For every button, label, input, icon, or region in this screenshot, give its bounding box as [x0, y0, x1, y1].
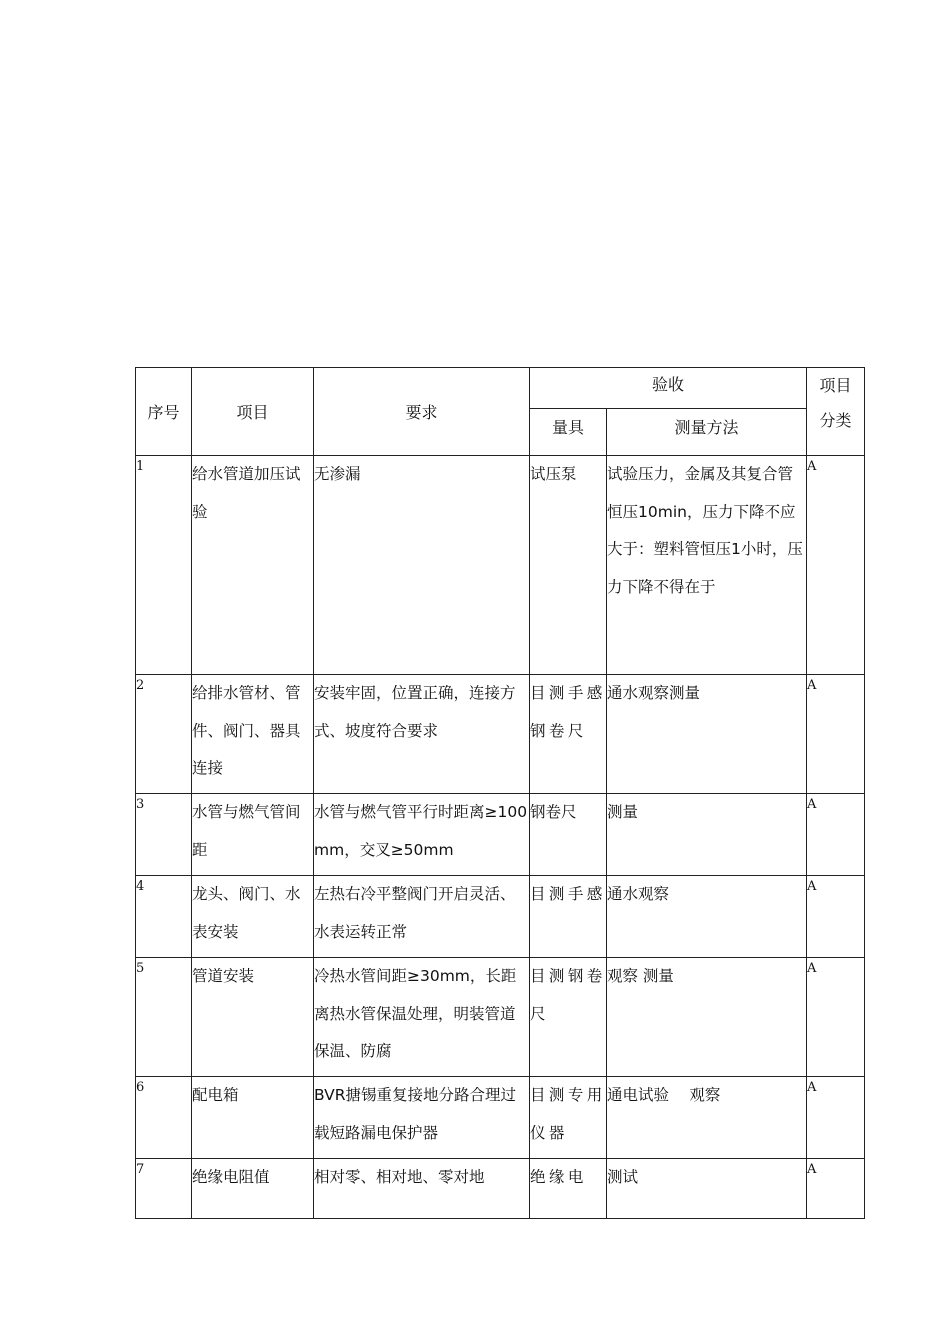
row-requirement: 水管与燃气管平行时距离≥100mm，交叉≥50mm	[314, 794, 530, 876]
row-gauge: 目测手感	[530, 876, 607, 958]
row-category: A	[807, 675, 865, 794]
row-category: A	[807, 958, 865, 1077]
row-gauge: 试压泵	[530, 456, 607, 675]
row-item: 水管与燃气管间距	[192, 794, 314, 876]
row-item: 给水管道加压试验	[192, 456, 314, 675]
header-acceptance: 验收	[530, 368, 807, 409]
row-requirement: BVR搪锡重复接地分路合理过载短路漏电保护器	[314, 1077, 530, 1159]
row-method: 观察 测量	[607, 958, 807, 1077]
row-gauge: 目测钢卷尺	[530, 958, 607, 1077]
row-gauge: 绝缘电	[530, 1159, 607, 1219]
row-item: 绝缘电阻值	[192, 1159, 314, 1219]
table-row	[136, 456, 865, 675]
row-method: 通电试验 观察	[607, 1077, 807, 1159]
row-item: 管道安装	[192, 958, 314, 1077]
row-category: A	[807, 1077, 865, 1159]
table-row	[136, 1159, 865, 1219]
table-row	[136, 794, 865, 876]
row-seq: 1	[136, 456, 192, 675]
row-category: A	[807, 876, 865, 958]
table-row	[136, 876, 865, 958]
header-gauge: 量具	[530, 409, 607, 456]
row-requirement: 冷热水管间距≥30mm，长距离热水管保温处理，明装管道保温、防腐	[314, 958, 530, 1077]
row-gauge: 钢卷尺	[530, 794, 607, 876]
row-seq: 6	[136, 1077, 192, 1159]
row-item: 龙头、阀门、水表安装	[192, 876, 314, 958]
row-method: 通水观察	[607, 876, 807, 958]
row-method: 试验压力，金属及其复合管恒压10min，压力下降不应大于：塑料管恒压1小时，压力下降不得在于	[607, 456, 807, 675]
table-row	[136, 1077, 865, 1159]
row-category: A	[807, 794, 865, 876]
header-category-line1: 项目	[819, 376, 852, 395]
row-requirement: 左热右冷平整阀门开启灵活、水表运转正常	[314, 876, 530, 958]
row-seq: 4	[136, 876, 192, 958]
row-item: 给排水管材、管件、阀门、器具连接	[192, 675, 314, 794]
row-category: A	[807, 456, 865, 675]
row-item: 配电箱	[192, 1077, 314, 1159]
row-seq: 5	[136, 958, 192, 1077]
row-gauge: 目测手感钢卷尺	[530, 675, 607, 794]
header-category-line2: 分类	[819, 411, 852, 430]
row-method: 测试	[607, 1159, 807, 1219]
row-gauge: 目测专用仪器	[530, 1077, 607, 1159]
row-seq: 2	[136, 675, 192, 794]
row-requirement: 安装牢固，位置正确，连接方式、坡度符合要求	[314, 675, 530, 794]
header-method: 测量方法	[607, 409, 807, 456]
acceptance-table	[135, 367, 865, 1219]
table-row	[136, 958, 865, 1077]
header-category	[807, 368, 865, 456]
table-row	[136, 675, 865, 794]
header-seq: 序号	[136, 368, 192, 456]
header-item: 项目	[192, 368, 314, 456]
row-seq: 3	[136, 794, 192, 876]
header-requirement: 要求	[314, 368, 530, 456]
row-requirement: 无渗漏	[314, 456, 530, 675]
row-category: A	[807, 1159, 865, 1219]
row-method: 通水观察测量	[607, 675, 807, 794]
row-method: 测量	[607, 794, 807, 876]
row-seq: 7	[136, 1159, 192, 1219]
row-requirement: 相对零、相对地、零对地	[314, 1159, 530, 1219]
